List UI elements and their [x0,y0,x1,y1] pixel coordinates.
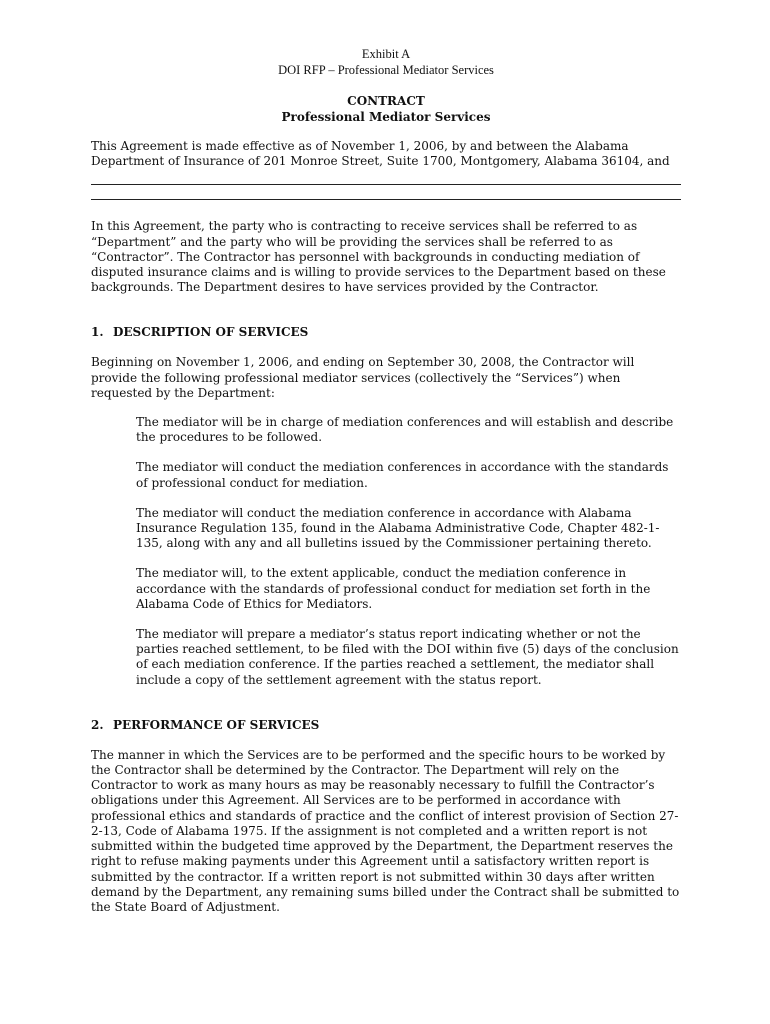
section-2-body: The manner in which the Services are to be performed and the specific hours to be worked by the Contractor shall be determined by the Contractor. The Department will rely on the Contractor to work as many hours as may be reasonably necessary to fulfill the Contractor’s obligations under this Agreement. All Services are to be performed in accordance with professional ethics and standards of practice and the conflict of interest provision of Section 27-2-13, Code of Alabama 1975. If the assignment is not completed and a written report is not submitted within the budgeted time approved by the Department, the Department reserves the right to refuse making payments under this Agreement until a satisfactory written report is submitted by the contractor. If a written report is not submitted within 30 days after written demand by the Department, any remaining sums billed under the Contract shall be submitted to the State Board of Adjustment. [91,747,680,914]
section-1-lead: Beginning on November 1, 2006, and ending on September 30, 2008, the Contractor will provide the following professional mediator services (collectively the “Services”) when requested by the Department: [91,355,635,400]
service-item: The mediator will be in charge of mediation conferences and will establish and describe the procedures to be followed. [136,415,674,445]
section-1-number: 1. [91,325,104,340]
intro-paragraph: This Agreement is made effective as of November 1, 2006, by and between the Alabama Department of Insurance of 201 Monroe Street, Suite 1700, Montgomery, Alabama 36104, and [91,139,670,169]
contractor-address-blank-line [91,199,681,200]
service-item: The mediator will, to the extent applicable, conduct the mediation conference in accordance with the standards of professional conduct for mediation set forth in the Alabama Code of Ethics for Mediators. [136,566,651,611]
section-1-title: DESCRIPTION OF SERVICES [113,325,309,340]
service-item: The mediator will conduct the mediation conference in accordance with Alabama Insurance Regulation 135, found in the Alabama Administrative Code, Chapter 482-1-135, along with any and all bulletins issued by the Commissioner pertaining thereto. [136,505,660,551]
service-item: The mediator will prepare a mediator’s status report indicating whether or not the parties reached settlement, to be filed with the DOI within five (5) days of the conclusion of each mediation conference. If the parties reached a settlement, the mediator shall include a copy of the settlement agreement with the status report. [136,627,679,687]
section-2-number: 2. [91,717,104,732]
definitions-paragraph: In this Agreement, the party who is contracting to receive services shall be referred to as “Department” and the party who will be providing the services shall be referred to as “Contractor”. The Contractor has personnel with backgrounds in conducting mediation of disputed insurance claims and is willing to provide services to the Department based on these backgrounds. The Department desires to have services provided by the Contractor. [91,219,666,295]
contract-page [91,46,681,915]
section-2-heading [91,718,681,733]
rfp-subtitle: DOI RFP – Professional Mediator Services [278,63,494,77]
section-2-title: PERFORMANCE OF SERVICES [113,717,320,732]
section-1-heading [91,325,681,340]
contract-title: CONTRACT [347,94,425,108]
contractor-name-blank-line [91,184,681,185]
exhibit-label: Exhibit A [361,47,411,61]
service-item: The mediator will conduct the mediation conferences in accordance with the standards of professional conduct for mediation. [136,460,669,490]
contract-subtitle: Professional Mediator Services [281,109,491,124]
